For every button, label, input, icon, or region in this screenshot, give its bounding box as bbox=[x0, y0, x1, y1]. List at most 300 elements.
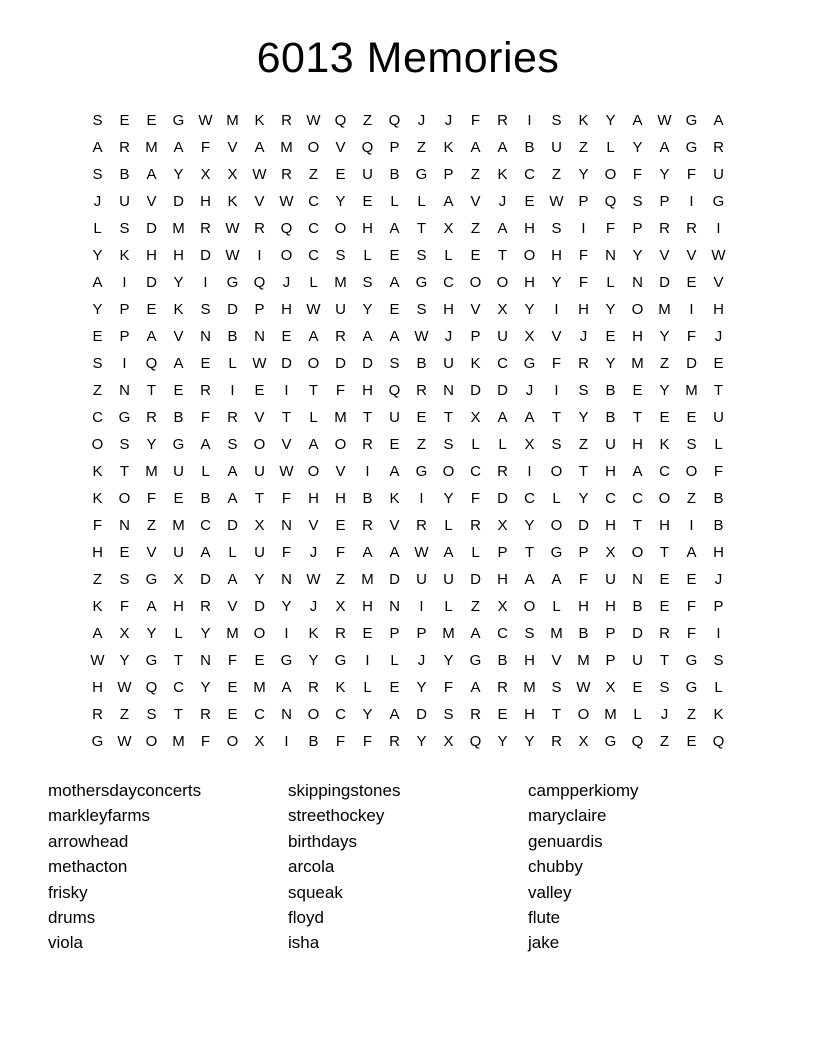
grid-letter: F bbox=[605, 220, 616, 237]
grid-letter: G bbox=[226, 274, 239, 291]
grid-letter: K bbox=[308, 625, 319, 642]
grid-letter: V bbox=[173, 328, 184, 345]
grid-letter: Y bbox=[254, 571, 265, 588]
grid-letter: O bbox=[307, 355, 320, 372]
grid-letter: H bbox=[524, 274, 535, 291]
word-list-item: jake bbox=[528, 933, 560, 953]
grid-letter: K bbox=[92, 463, 103, 480]
grid-letter: F bbox=[92, 517, 103, 534]
grid-letter: U bbox=[362, 166, 373, 183]
grid-letter: F bbox=[227, 652, 238, 669]
grid-letter: T bbox=[659, 544, 670, 561]
grid-letter: R bbox=[281, 112, 292, 129]
grid-letter: A bbox=[713, 112, 724, 129]
grid-letter: R bbox=[497, 112, 508, 129]
grid-letter: J bbox=[282, 274, 291, 291]
grid-letter: U bbox=[119, 193, 130, 210]
grid-letter: L bbox=[633, 706, 642, 723]
grid-letter: N bbox=[281, 517, 292, 534]
grid-letter: B bbox=[605, 409, 616, 426]
grid-letter: Y bbox=[578, 409, 589, 426]
grid-letter: N bbox=[254, 328, 265, 345]
grid-letter: J bbox=[309, 544, 318, 561]
grid-letter: G bbox=[415, 463, 428, 480]
grid-letter: P bbox=[470, 328, 481, 345]
grid-letter: O bbox=[145, 733, 158, 750]
grid-letter: D bbox=[632, 625, 643, 642]
grid-letter: S bbox=[119, 571, 130, 588]
grid-letter: M bbox=[685, 382, 698, 399]
grid-letter: R bbox=[227, 409, 238, 426]
grid-letter: H bbox=[632, 328, 643, 345]
grid-letter: F bbox=[578, 571, 589, 588]
grid-letter: P bbox=[389, 625, 400, 642]
grid-letter: E bbox=[119, 544, 130, 561]
grid-letter: W bbox=[414, 328, 429, 345]
grid-letter: Y bbox=[551, 274, 562, 291]
grid-letter: O bbox=[577, 706, 590, 723]
grid-letter: R bbox=[713, 139, 724, 156]
grid-letter: H bbox=[713, 544, 724, 561]
grid-letter: T bbox=[578, 463, 589, 480]
grid-letter: L bbox=[201, 463, 210, 480]
grid-letter: H bbox=[308, 490, 319, 507]
grid-letter: M bbox=[442, 625, 455, 642]
grid-letter: O bbox=[226, 733, 239, 750]
grid-letter: N bbox=[119, 517, 130, 534]
grid-letter: X bbox=[497, 598, 508, 615]
grid-letter: A bbox=[686, 544, 697, 561]
grid-letter: M bbox=[334, 274, 347, 291]
grid-letter: T bbox=[632, 517, 643, 534]
grid-letter: I bbox=[716, 625, 721, 642]
grid-letter: M bbox=[172, 733, 185, 750]
grid-letter: F bbox=[578, 247, 589, 264]
word-list-item: frisky bbox=[48, 882, 88, 902]
grid-letter: Z bbox=[92, 382, 103, 399]
grid-letter: T bbox=[713, 382, 724, 399]
grid-letter: S bbox=[416, 247, 427, 264]
grid-letter: S bbox=[551, 220, 562, 237]
grid-letter: L bbox=[309, 409, 318, 426]
grid-letter: V bbox=[470, 193, 481, 210]
grid-letter: N bbox=[119, 382, 130, 399]
grid-letter: O bbox=[523, 247, 536, 264]
grid-letter: S bbox=[551, 112, 562, 129]
grid-letter: O bbox=[280, 247, 293, 264]
grid-letter: G bbox=[685, 652, 698, 669]
grid-letter: E bbox=[686, 733, 697, 750]
grid-letter: H bbox=[443, 301, 454, 318]
grid-letter: J bbox=[714, 328, 723, 345]
grid-letter: E bbox=[659, 571, 670, 588]
grid-letter: H bbox=[524, 220, 535, 237]
grid-letter: J bbox=[444, 328, 453, 345]
grid-letter: W bbox=[225, 247, 240, 264]
grid-letter: D bbox=[470, 382, 481, 399]
grid-letter: V bbox=[146, 193, 157, 210]
grid-letter: F bbox=[686, 328, 697, 345]
grid-letter: A bbox=[524, 409, 535, 426]
grid-letter: V bbox=[227, 598, 238, 615]
grid-letter: G bbox=[334, 652, 347, 669]
grid-letter: G bbox=[145, 652, 158, 669]
grid-letter: F bbox=[578, 274, 589, 291]
grid-letter: W bbox=[225, 220, 240, 237]
grid-letter: A bbox=[146, 328, 157, 345]
grid-letter: G bbox=[685, 679, 698, 696]
grid-letter: C bbox=[605, 490, 616, 507]
grid-letter: F bbox=[713, 463, 724, 480]
grid-letter: H bbox=[497, 571, 508, 588]
grid-letter: L bbox=[552, 490, 561, 507]
grid-letter: X bbox=[254, 733, 265, 750]
grid-letter: H bbox=[200, 193, 211, 210]
grid-letter: T bbox=[173, 652, 184, 669]
grid-letter: R bbox=[389, 733, 400, 750]
grid-letter: R bbox=[254, 220, 265, 237]
grid-letter: R bbox=[200, 706, 211, 723]
grid-letter: X bbox=[497, 301, 508, 318]
grid-letter: H bbox=[362, 220, 373, 237]
grid-letter: E bbox=[713, 355, 724, 372]
grid-letter: P bbox=[605, 625, 616, 642]
grid-letter: G bbox=[469, 652, 482, 669]
grid-letter: U bbox=[443, 355, 454, 372]
grid-letter: P bbox=[578, 193, 589, 210]
grid-letter: A bbox=[308, 328, 319, 345]
grid-letter: H bbox=[362, 598, 373, 615]
wordsearch-grid bbox=[84, 107, 732, 755]
grid-letter: V bbox=[686, 247, 697, 264]
grid-letter: A bbox=[227, 571, 238, 588]
grid-letter: Q bbox=[145, 355, 158, 372]
grid-letter: W bbox=[279, 193, 294, 210]
grid-letter: X bbox=[497, 517, 508, 534]
grid-letter: E bbox=[254, 382, 265, 399]
grid-letter: D bbox=[146, 220, 157, 237]
grid-letter: E bbox=[389, 247, 400, 264]
grid-letter: S bbox=[146, 706, 157, 723]
grid-letter: A bbox=[443, 193, 454, 210]
grid-letter: A bbox=[497, 220, 508, 237]
grid-letter: Y bbox=[335, 193, 346, 210]
grid-letter: G bbox=[685, 112, 698, 129]
grid-letter: Z bbox=[146, 517, 157, 534]
grid-letter: E bbox=[119, 112, 130, 129]
grid-letter: E bbox=[389, 679, 400, 696]
grid-letter: W bbox=[414, 544, 429, 561]
grid-letter: E bbox=[227, 706, 238, 723]
word-list bbox=[0, 778, 816, 956]
grid-letter: Q bbox=[469, 733, 482, 750]
grid-letter: U bbox=[713, 166, 724, 183]
grid-letter: J bbox=[714, 571, 723, 588]
word-list-item: maryclaire bbox=[528, 806, 607, 826]
grid-letter: N bbox=[632, 571, 643, 588]
grid-letter: Y bbox=[443, 490, 454, 507]
grid-letter: A bbox=[389, 706, 400, 723]
grid-letter: A bbox=[173, 355, 184, 372]
grid-letter: K bbox=[578, 112, 589, 129]
grid-letter: X bbox=[524, 436, 535, 453]
grid-letter: I bbox=[122, 355, 127, 372]
grid-letter: R bbox=[416, 517, 427, 534]
grid-letter: Z bbox=[308, 166, 319, 183]
grid-letter: K bbox=[254, 112, 265, 129]
grid-letter: N bbox=[281, 706, 292, 723]
grid-letter: Y bbox=[92, 301, 103, 318]
grid-letter: X bbox=[119, 625, 130, 642]
grid-letter: I bbox=[689, 193, 694, 210]
grid-letter: H bbox=[146, 247, 157, 264]
grid-letter: C bbox=[308, 220, 319, 237]
grid-letter: T bbox=[659, 652, 670, 669]
grid-letter: D bbox=[497, 382, 508, 399]
grid-letter: K bbox=[659, 436, 670, 453]
grid-letter: O bbox=[496, 274, 509, 291]
grid-letter: J bbox=[660, 706, 669, 723]
grid-letter: Z bbox=[659, 355, 670, 372]
grid-letter: Z bbox=[119, 706, 130, 723]
grid-letter: S bbox=[335, 247, 346, 264]
grid-letter: Z bbox=[686, 490, 697, 507]
grid-letter: S bbox=[632, 193, 643, 210]
grid-letter: U bbox=[632, 652, 643, 669]
grid-letter: M bbox=[550, 625, 563, 642]
grid-letter: X bbox=[578, 733, 589, 750]
grid-letter: C bbox=[632, 490, 643, 507]
grid-letter: G bbox=[523, 355, 536, 372]
grid-letter: X bbox=[200, 166, 211, 183]
grid-letter: A bbox=[389, 544, 400, 561]
grid-letter: W bbox=[306, 571, 321, 588]
grid-letter: D bbox=[173, 193, 184, 210]
grid-letter: G bbox=[172, 112, 185, 129]
grid-letter: W bbox=[657, 112, 672, 129]
word-list-item: genuardis bbox=[528, 831, 603, 851]
grid-letter: Y bbox=[92, 247, 103, 264]
grid-letter: I bbox=[527, 463, 532, 480]
grid-letter: O bbox=[334, 436, 347, 453]
grid-letter: U bbox=[416, 571, 427, 588]
grid-letter: F bbox=[686, 166, 697, 183]
grid-letter: R bbox=[119, 139, 130, 156]
word-list-item: birthdays bbox=[288, 831, 357, 851]
grid-letter: L bbox=[228, 544, 237, 561]
grid-letter: L bbox=[552, 598, 561, 615]
grid-letter: E bbox=[362, 193, 373, 210]
grid-letter: L bbox=[606, 139, 615, 156]
grid-letter: C bbox=[524, 166, 535, 183]
grid-letter: S bbox=[362, 274, 373, 291]
grid-letter: S bbox=[200, 301, 211, 318]
grid-letter: I bbox=[365, 652, 370, 669]
grid-letter: Z bbox=[551, 166, 562, 183]
grid-letter: Y bbox=[416, 679, 427, 696]
grid-letter: A bbox=[308, 436, 319, 453]
grid-letter: L bbox=[390, 652, 399, 669]
grid-letter: J bbox=[579, 328, 588, 345]
grid-letter: J bbox=[417, 112, 426, 129]
grid-letter: V bbox=[713, 274, 724, 291]
word-list-item: floyd bbox=[288, 908, 324, 928]
grid-letter: G bbox=[145, 571, 158, 588]
grid-letter: Z bbox=[686, 706, 697, 723]
grid-letter: V bbox=[551, 652, 562, 669]
grid-letter: S bbox=[119, 220, 130, 237]
grid-letter: Y bbox=[173, 166, 184, 183]
grid-letter: K bbox=[335, 679, 346, 696]
grid-letter: B bbox=[578, 625, 589, 642]
grid-letter: R bbox=[335, 625, 346, 642]
grid-letter: C bbox=[497, 625, 508, 642]
grid-letter: F bbox=[146, 490, 157, 507]
grid-letter: C bbox=[497, 355, 508, 372]
grid-letter: C bbox=[92, 409, 103, 426]
grid-letter: T bbox=[497, 247, 508, 264]
grid-letter: F bbox=[632, 166, 643, 183]
grid-letter: T bbox=[119, 463, 130, 480]
grid-letter: A bbox=[362, 544, 373, 561]
word-column bbox=[288, 778, 528, 956]
grid-letter: A bbox=[227, 463, 238, 480]
grid-letter: J bbox=[525, 382, 534, 399]
grid-letter: D bbox=[578, 517, 589, 534]
grid-letter: X bbox=[443, 220, 454, 237]
grid-letter: M bbox=[577, 652, 590, 669]
grid-letter: Z bbox=[659, 733, 670, 750]
grid-letter: O bbox=[604, 166, 617, 183]
grid-letter: P bbox=[389, 139, 400, 156]
grid-letter: Y bbox=[659, 166, 670, 183]
grid-letter: L bbox=[606, 274, 615, 291]
grid-letter: V bbox=[659, 247, 670, 264]
word-list-item: valley bbox=[528, 882, 572, 902]
grid-letter: J bbox=[309, 598, 318, 615]
word-list-item: flute bbox=[528, 908, 561, 928]
grid-letter: Y bbox=[146, 625, 157, 642]
grid-letter: S bbox=[227, 436, 238, 453]
grid-letter: T bbox=[524, 544, 535, 561]
grid-letter: C bbox=[200, 517, 211, 534]
grid-letter: A bbox=[632, 463, 643, 480]
word-list-item: squeak bbox=[288, 882, 343, 902]
grid-letter: R bbox=[659, 220, 670, 237]
grid-letter: S bbox=[443, 436, 454, 453]
grid-letter: M bbox=[523, 679, 536, 696]
grid-letter: E bbox=[362, 625, 373, 642]
grid-letter: H bbox=[173, 247, 184, 264]
grid-letter: U bbox=[605, 436, 616, 453]
grid-letter: H bbox=[281, 301, 292, 318]
grid-letter: D bbox=[470, 571, 481, 588]
grid-letter: H bbox=[335, 490, 346, 507]
grid-letter: R bbox=[497, 463, 508, 480]
grid-letter: X bbox=[227, 166, 238, 183]
grid-letter: L bbox=[471, 436, 480, 453]
grid-letter: S bbox=[416, 301, 427, 318]
grid-letter: Y bbox=[308, 652, 319, 669]
grid-letter: G bbox=[415, 166, 428, 183]
grid-letter: Q bbox=[604, 193, 617, 210]
grid-letter: F bbox=[281, 544, 292, 561]
grid-letter: H bbox=[578, 301, 589, 318]
grid-letter: T bbox=[443, 409, 454, 426]
grid-letter: L bbox=[444, 517, 453, 534]
grid-letter: N bbox=[389, 598, 400, 615]
grid-letter: D bbox=[227, 517, 238, 534]
grid-letter: Y bbox=[281, 598, 292, 615]
grid-letter: E bbox=[686, 409, 697, 426]
word-list-item: methacton bbox=[48, 857, 128, 877]
grid-letter: R bbox=[200, 382, 211, 399]
grid-letter: B bbox=[713, 490, 724, 507]
grid-letter: L bbox=[228, 355, 237, 372]
grid-letter: I bbox=[419, 598, 424, 615]
grid-letter: W bbox=[549, 193, 564, 210]
grid-letter: O bbox=[469, 274, 482, 291]
grid-letter: E bbox=[659, 598, 670, 615]
grid-letter: Y bbox=[362, 706, 373, 723]
grid-letter: L bbox=[417, 193, 426, 210]
grid-letter: W bbox=[198, 112, 213, 129]
grid-letter: F bbox=[443, 679, 454, 696]
grid-letter: F bbox=[362, 733, 373, 750]
grid-letter: R bbox=[308, 679, 319, 696]
grid-letter: W bbox=[90, 652, 105, 669]
grid-letter: H bbox=[605, 517, 616, 534]
grid-letter: X bbox=[335, 598, 346, 615]
grid-letter: I bbox=[689, 517, 694, 534]
grid-letter: N bbox=[281, 571, 292, 588]
grid-letter: R bbox=[281, 166, 292, 183]
grid-letter: B bbox=[524, 139, 535, 156]
grid-letter: L bbox=[714, 679, 723, 696]
grid-letter: E bbox=[173, 382, 184, 399]
grid-letter: E bbox=[200, 355, 211, 372]
puzzle-title: 6013 Memories bbox=[256, 34, 560, 82]
grid-letter: R bbox=[92, 706, 103, 723]
grid-letter: X bbox=[443, 733, 454, 750]
grid-letter: U bbox=[551, 139, 562, 156]
grid-letter: W bbox=[306, 301, 321, 318]
grid-letter: J bbox=[498, 193, 507, 210]
grid-letter: I bbox=[527, 112, 532, 129]
grid-letter: M bbox=[631, 355, 644, 372]
grid-letter: O bbox=[307, 706, 320, 723]
grid-letter: Z bbox=[470, 220, 481, 237]
grid-letter: C bbox=[173, 679, 184, 696]
grid-letter: S bbox=[524, 625, 535, 642]
grid-letter: B bbox=[173, 409, 184, 426]
grid-letter: Q bbox=[388, 382, 401, 399]
grid-letter: Z bbox=[416, 139, 427, 156]
grid-letter: N bbox=[632, 274, 643, 291]
grid-letter: S bbox=[659, 679, 670, 696]
grid-letter: L bbox=[714, 436, 723, 453]
grid-letter: A bbox=[470, 139, 481, 156]
grid-letter: H bbox=[713, 301, 724, 318]
grid-letter: D bbox=[335, 355, 346, 372]
grid-letter: I bbox=[689, 301, 694, 318]
grid-letter: D bbox=[686, 355, 697, 372]
grid-letter: A bbox=[497, 409, 508, 426]
grid-letter: U bbox=[254, 463, 265, 480]
grid-letter: J bbox=[93, 193, 102, 210]
grid-letter: K bbox=[713, 706, 724, 723]
grid-letter: R bbox=[659, 625, 670, 642]
